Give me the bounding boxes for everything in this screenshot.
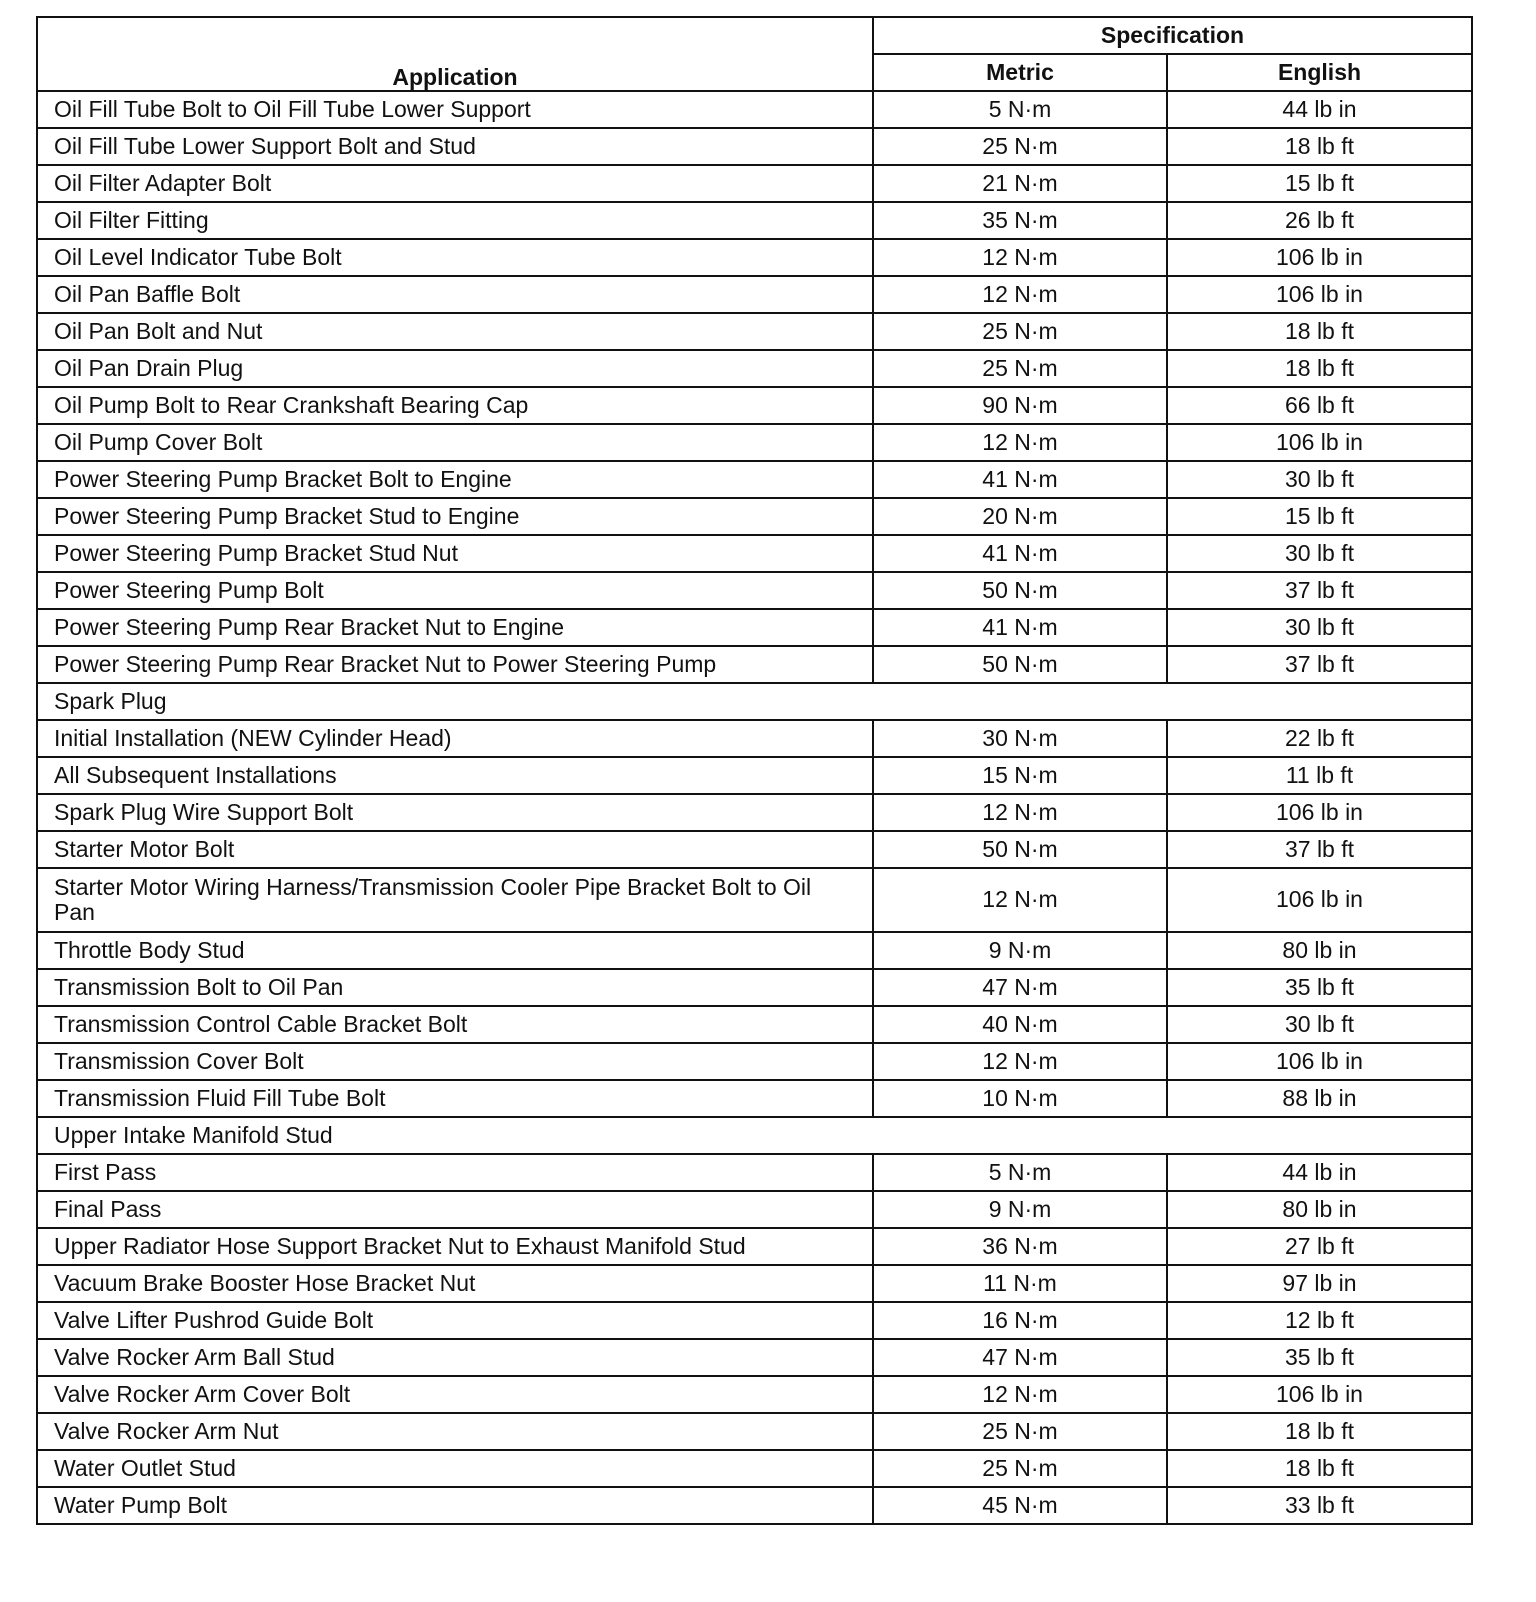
english-header: English bbox=[1167, 54, 1472, 91]
application-cell: Valve Lifter Pushrod Guide Bolt bbox=[37, 1302, 873, 1339]
application-cell: Valve Rocker Arm Ball Stud bbox=[37, 1339, 873, 1376]
english-cell: 12 lb ft bbox=[1167, 1302, 1472, 1339]
application-cell: Oil Filter Fitting bbox=[37, 202, 873, 239]
metric-cell: 25 N·m bbox=[873, 350, 1167, 387]
english-cell: 80 lb in bbox=[1167, 932, 1472, 969]
metric-cell: 12 N·m bbox=[873, 1043, 1167, 1080]
english-cell: 44 lb in bbox=[1167, 1154, 1472, 1191]
metric-cell: 12 N·m bbox=[873, 424, 1167, 461]
metric-cell: 15 N·m bbox=[873, 757, 1167, 794]
english-cell: 106 lb in bbox=[1167, 239, 1472, 276]
application-cell: Power Steering Pump Bracket Bolt to Engine bbox=[37, 461, 873, 498]
metric-cell: 11 N·m bbox=[873, 1265, 1167, 1302]
metric-cell: 25 N·m bbox=[873, 128, 1167, 165]
table-row bbox=[37, 1376, 1472, 1413]
english-cell: 26 lb ft bbox=[1167, 202, 1472, 239]
application-cell: Initial Installation (NEW Cylinder Head) bbox=[37, 720, 873, 757]
application-cell: Final Pass bbox=[37, 1191, 873, 1228]
table-row bbox=[37, 1006, 1472, 1043]
english-cell: 35 lb ft bbox=[1167, 1339, 1472, 1376]
metric-cell: 36 N·m bbox=[873, 1228, 1167, 1265]
metric-cell: 12 N·m bbox=[873, 276, 1167, 313]
english-cell: 15 lb ft bbox=[1167, 165, 1472, 202]
application-header: Application bbox=[37, 17, 873, 91]
metric-cell: 40 N·m bbox=[873, 1006, 1167, 1043]
application-cell: Oil Pump Cover Bolt bbox=[37, 424, 873, 461]
table-row bbox=[37, 868, 1472, 932]
english-cell: 18 lb ft bbox=[1167, 313, 1472, 350]
application-cell: Oil Fill Tube Bolt to Oil Fill Tube Lower Support bbox=[37, 91, 873, 128]
application-cell: Starter Motor Bolt bbox=[37, 831, 873, 868]
metric-cell: 9 N·m bbox=[873, 1191, 1167, 1228]
english-cell: 33 lb ft bbox=[1167, 1487, 1472, 1524]
english-cell: 30 lb ft bbox=[1167, 1006, 1472, 1043]
metric-cell: 10 N·m bbox=[873, 1080, 1167, 1117]
table-row bbox=[37, 572, 1472, 609]
english-cell: 22 lb ft bbox=[1167, 720, 1472, 757]
english-cell: 35 lb ft bbox=[1167, 969, 1472, 1006]
english-cell: 11 lb ft bbox=[1167, 757, 1472, 794]
table-row bbox=[37, 1339, 1472, 1376]
metric-cell: 21 N·m bbox=[873, 165, 1167, 202]
application-cell: Upper Radiator Hose Support Bracket Nut to Exhaust Manifold Stud bbox=[37, 1228, 873, 1265]
application-cell: Valve Rocker Arm Nut bbox=[37, 1413, 873, 1450]
metric-cell: 35 N·m bbox=[873, 202, 1167, 239]
metric-cell: 41 N·m bbox=[873, 535, 1167, 572]
application-cell: Throttle Body Stud bbox=[37, 932, 873, 969]
english-cell: 27 lb ft bbox=[1167, 1228, 1472, 1265]
application-cell: Oil Fill Tube Lower Support Bolt and Stud bbox=[37, 128, 873, 165]
table-row bbox=[37, 91, 1472, 128]
metric-cell: 5 N·m bbox=[873, 1154, 1167, 1191]
table-row bbox=[37, 424, 1472, 461]
english-cell: 18 lb ft bbox=[1167, 350, 1472, 387]
table-row bbox=[37, 720, 1472, 757]
english-cell: 37 lb ft bbox=[1167, 831, 1472, 868]
application-cell: Oil Pan Baffle Bolt bbox=[37, 276, 873, 313]
table-row bbox=[37, 387, 1472, 424]
specification-header: Specification bbox=[873, 17, 1472, 54]
english-cell: 37 lb ft bbox=[1167, 572, 1472, 609]
table-row bbox=[37, 165, 1472, 202]
application-cell: Spark Plug Wire Support Bolt bbox=[37, 794, 873, 831]
application-cell: First Pass bbox=[37, 1154, 873, 1191]
table-row bbox=[37, 609, 1472, 646]
application-cell: Power Steering Pump Rear Bracket Nut to Power Steering Pump bbox=[37, 646, 873, 683]
table-row bbox=[37, 1450, 1472, 1487]
application-cell: Power Steering Pump Bracket Stud to Engine bbox=[37, 498, 873, 535]
metric-cell: 47 N·m bbox=[873, 969, 1167, 1006]
application-cell: Oil Level Indicator Tube Bolt bbox=[37, 239, 873, 276]
english-cell: 30 lb ft bbox=[1167, 461, 1472, 498]
application-cell: Power Steering Pump Bracket Stud Nut bbox=[37, 535, 873, 572]
application-cell: Starter Motor Wiring Harness/Transmission Cooler Pipe Bracket Bolt to Oil Pan bbox=[37, 868, 873, 932]
torque-spec-table bbox=[36, 16, 1473, 1525]
application-cell: Valve Rocker Arm Cover Bolt bbox=[37, 1376, 873, 1413]
metric-cell: 47 N·m bbox=[873, 1339, 1167, 1376]
table-row bbox=[37, 535, 1472, 572]
metric-cell: 20 N·m bbox=[873, 498, 1167, 535]
english-cell: 106 lb in bbox=[1167, 794, 1472, 831]
table-row bbox=[37, 1228, 1472, 1265]
metric-cell: 50 N·m bbox=[873, 646, 1167, 683]
application-cell: Water Outlet Stud bbox=[37, 1450, 873, 1487]
metric-cell: 90 N·m bbox=[873, 387, 1167, 424]
table-row bbox=[37, 646, 1472, 683]
english-cell: 18 lb ft bbox=[1167, 1413, 1472, 1450]
table-row bbox=[37, 1487, 1472, 1524]
table-row bbox=[37, 1080, 1472, 1117]
english-cell: 30 lb ft bbox=[1167, 535, 1472, 572]
metric-header: Metric bbox=[873, 54, 1167, 91]
metric-cell: 16 N·m bbox=[873, 1302, 1167, 1339]
metric-cell: 45 N·m bbox=[873, 1487, 1167, 1524]
metric-cell: 12 N·m bbox=[873, 1376, 1167, 1413]
table-row bbox=[37, 313, 1472, 350]
application-cell: Spark Plug bbox=[37, 683, 1472, 720]
table-group-row bbox=[37, 1117, 1472, 1154]
application-cell: Oil Pan Bolt and Nut bbox=[37, 313, 873, 350]
english-cell: 66 lb ft bbox=[1167, 387, 1472, 424]
application-cell: All Subsequent Installations bbox=[37, 757, 873, 794]
table-body bbox=[37, 91, 1472, 1524]
table-row bbox=[37, 1265, 1472, 1302]
application-cell: Oil Pan Drain Plug bbox=[37, 350, 873, 387]
application-cell: Vacuum Brake Booster Hose Bracket Nut bbox=[37, 1265, 873, 1302]
english-cell: 80 lb in bbox=[1167, 1191, 1472, 1228]
metric-cell: 25 N·m bbox=[873, 1450, 1167, 1487]
metric-cell: 12 N·m bbox=[873, 239, 1167, 276]
table-row bbox=[37, 498, 1472, 535]
table-row bbox=[37, 757, 1472, 794]
table-row bbox=[37, 350, 1472, 387]
table-row bbox=[37, 461, 1472, 498]
table-row bbox=[37, 128, 1472, 165]
table-row bbox=[37, 1302, 1472, 1339]
english-cell: 44 lb in bbox=[1167, 91, 1472, 128]
english-cell: 37 lb ft bbox=[1167, 646, 1472, 683]
metric-cell: 41 N·m bbox=[873, 461, 1167, 498]
english-cell: 106 lb in bbox=[1167, 1043, 1472, 1080]
metric-cell: 41 N·m bbox=[873, 609, 1167, 646]
application-cell: Water Pump Bolt bbox=[37, 1487, 873, 1524]
metric-cell: 12 N·m bbox=[873, 794, 1167, 831]
english-cell: 18 lb ft bbox=[1167, 1450, 1472, 1487]
metric-cell: 25 N·m bbox=[873, 1413, 1167, 1450]
metric-cell: 5 N·m bbox=[873, 91, 1167, 128]
table-row bbox=[37, 794, 1472, 831]
application-cell: Oil Pump Bolt to Rear Crankshaft Bearing Cap bbox=[37, 387, 873, 424]
table-row bbox=[37, 932, 1472, 969]
table-row bbox=[37, 1154, 1472, 1191]
metric-cell: 25 N·m bbox=[873, 313, 1167, 350]
application-cell: Power Steering Pump Bolt bbox=[37, 572, 873, 609]
table-row bbox=[37, 1191, 1472, 1228]
table-row bbox=[37, 276, 1472, 313]
english-cell: 106 lb in bbox=[1167, 868, 1472, 932]
table-row bbox=[37, 1413, 1472, 1450]
table-row bbox=[37, 239, 1472, 276]
metric-cell: 50 N·m bbox=[873, 831, 1167, 868]
table-row bbox=[37, 831, 1472, 868]
english-cell: 106 lb in bbox=[1167, 1376, 1472, 1413]
application-cell: Transmission Cover Bolt bbox=[37, 1043, 873, 1080]
table-header bbox=[37, 17, 1472, 91]
metric-cell: 30 N·m bbox=[873, 720, 1167, 757]
application-cell: Transmission Fluid Fill Tube Bolt bbox=[37, 1080, 873, 1117]
metric-cell: 12 N·m bbox=[873, 868, 1167, 932]
application-cell: Transmission Bolt to Oil Pan bbox=[37, 969, 873, 1006]
table-row bbox=[37, 202, 1472, 239]
english-cell: 30 lb ft bbox=[1167, 609, 1472, 646]
english-cell: 15 lb ft bbox=[1167, 498, 1472, 535]
table-row bbox=[37, 969, 1472, 1006]
metric-cell: 9 N·m bbox=[873, 932, 1167, 969]
application-cell: Upper Intake Manifold Stud bbox=[37, 1117, 1472, 1154]
application-cell: Oil Filter Adapter Bolt bbox=[37, 165, 873, 202]
english-cell: 88 lb in bbox=[1167, 1080, 1472, 1117]
application-cell: Power Steering Pump Rear Bracket Nut to Engine bbox=[37, 609, 873, 646]
table-row bbox=[37, 1043, 1472, 1080]
metric-cell: 50 N·m bbox=[873, 572, 1167, 609]
table-group-row bbox=[37, 683, 1472, 720]
english-cell: 18 lb ft bbox=[1167, 128, 1472, 165]
english-cell: 106 lb in bbox=[1167, 276, 1472, 313]
application-cell: Transmission Control Cable Bracket Bolt bbox=[37, 1006, 873, 1043]
english-cell: 97 lb in bbox=[1167, 1265, 1472, 1302]
english-cell: 106 lb in bbox=[1167, 424, 1472, 461]
